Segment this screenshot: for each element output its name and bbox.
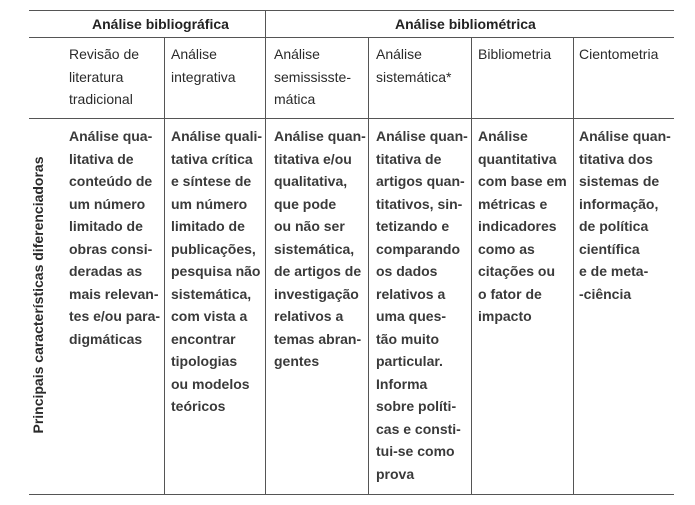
column-divider [573,37,574,494]
cell-semisystematic: Análise quan- titativa e/ou qualitativa, que pode ou não ser sistemática, de artigos de investigação relativos a temas abran- gentes [274,128,366,369]
row-label [8,130,68,460]
group-header-rule [29,37,674,38]
group-header-bibliometric: Análise bibliométrica [395,16,536,32]
column-header-literature-review: Revisão de literatura tradicional [69,46,140,107]
column-divider [368,37,369,494]
column-header-integrative: Análise integrativa [171,46,236,85]
group-header-bibliographic: Análise bibliográfica [92,16,229,32]
column-divider [471,37,472,494]
cell-scientometrics: Análise quan- titativa dos sistemas de informação, de política científica e de meta- -ciência [579,128,671,302]
bottom-rule [29,494,674,495]
row-label-text: Principais características diferenciadoras [30,156,46,434]
top-rule [29,10,674,11]
cell-bibliometrics: Análise quantitativa com base em métricas e indicadores como as citações ou o fator de impacto [478,128,567,324]
cell-integrative: Análise quali- tativa crítica e síntese de um número limitado de publicações, pesquisa não sistemática, com vista a encontrar tipologias ou modelos teóricos [171,128,263,414]
column-header-semisystematic: Análise semississte- mática [274,46,352,107]
cell-literature-review: Análise qua- litativa de conteúdo de um número limitado de obras consi- deradas as mais relevan- tes e/ou para- digmáticas [69,128,161,347]
column-divider [164,37,165,494]
cell-systematic: Análise quan- titativa de artigos quan- titativos, sin- tetizando e comparando os dados relativos a uma ques- tão muito particular. Informa sobre políti- cas e consti- tui-se como prova [376,128,468,482]
column-header-scientometrics: Cientometria [579,46,659,62]
column-header-bibliometrics: Bibliometria [478,46,552,62]
column-header-systematic: Análise sistemática* [376,46,452,85]
column-divider [265,10,266,494]
column-header-rule [29,118,674,119]
